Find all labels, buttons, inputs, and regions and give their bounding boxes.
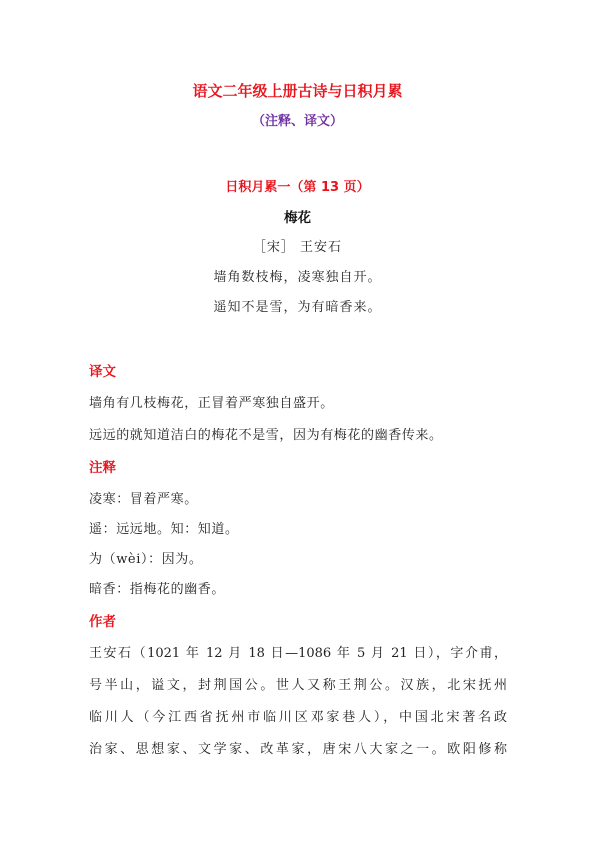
- author-line: 号半山，谥文，封荆国公。世人又称王荆公。汉族，北宋抚州: [89, 678, 507, 693]
- author-line: 临川人（今江西省抚州市临川区邓家巷人），中国北宋著名政: [89, 710, 507, 725]
- note-line: 暗香：指梅花的幽香。: [89, 582, 226, 597]
- note-line: 为（wèi）：因为。: [89, 552, 203, 567]
- translation-heading: 译文: [89, 364, 116, 380]
- note-line: 遥：远远地。知：知道。: [89, 522, 239, 537]
- translation-line: 远远的就知道洁白的梅花不是雪，因为有梅花的幽香传来。: [89, 428, 443, 443]
- notes-heading: 注释: [89, 460, 116, 476]
- poem-title: 梅花: [284, 210, 311, 226]
- document-subtitle: （注释、译文）: [251, 114, 343, 129]
- note-line: 凌寒：冒着严寒。: [89, 492, 198, 507]
- poem-author: ［宋］ 王安石: [252, 240, 343, 255]
- author-line: 王安石（1021 年 12 月 18 日—1086 年 5 月 21 日），字介甫，: [89, 646, 507, 661]
- section-heading: 日积月累一（第 13 页）: [225, 180, 370, 195]
- poem-line: 遥知不是雪，为有暗香来。: [213, 300, 382, 315]
- document-title: 语文二年级上册古诗与日积月累: [192, 82, 403, 100]
- poem-line: 墙角数枝梅，凌寒独自开。: [213, 270, 382, 285]
- author-line: 治家、思想家、文学家、改革家，唐宋八大家之一。欧阳修称: [89, 742, 507, 757]
- translation-line: 墙角有几枝梅花，正冒着严寒独自盛开。: [89, 396, 334, 411]
- author-heading: 作者: [89, 614, 116, 630]
